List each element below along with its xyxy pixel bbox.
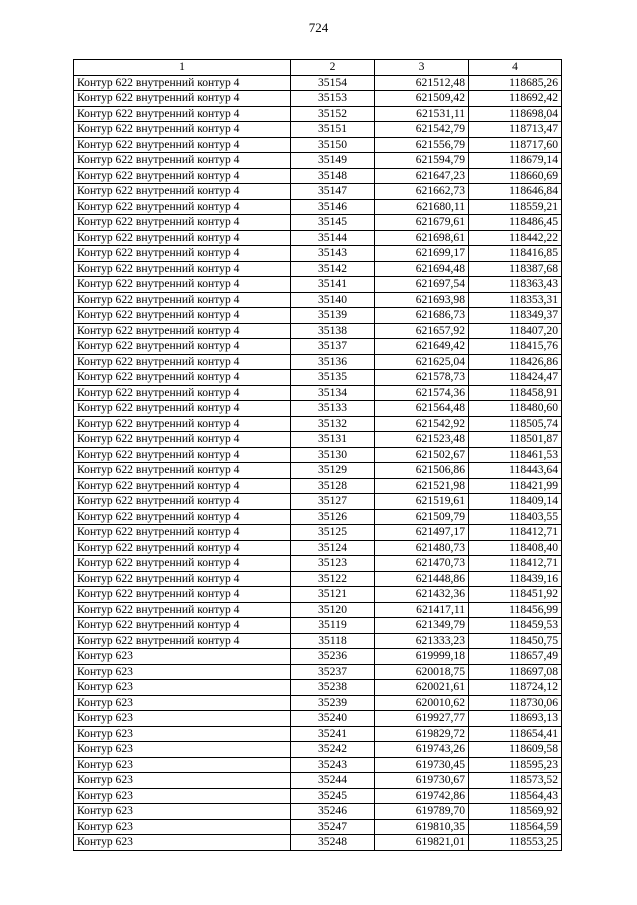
x-coordinate-cell: 621686,73 xyxy=(375,308,469,324)
contour-name-cell: Контур 623 xyxy=(74,835,291,851)
y-coordinate-cell: 118654,41 xyxy=(469,726,562,742)
x-coordinate-cell: 619810,35 xyxy=(375,819,469,835)
point-number-cell: 35241 xyxy=(291,726,375,742)
contour-name-cell: Контур 622 внутренний контур 4 xyxy=(74,463,291,479)
x-coordinate-cell: 621574,36 xyxy=(375,385,469,401)
x-coordinate-cell: 619743,26 xyxy=(375,742,469,758)
table-row xyxy=(74,308,562,324)
x-coordinate-cell: 620018,75 xyxy=(375,664,469,680)
table-row xyxy=(74,339,562,355)
x-coordinate-cell: 621698,61 xyxy=(375,230,469,246)
x-coordinate-cell: 621417,11 xyxy=(375,602,469,618)
y-coordinate-cell: 118412,71 xyxy=(469,556,562,572)
point-number-cell: 35236 xyxy=(291,649,375,665)
contour-name-cell: Контур 622 внутренний контур 4 xyxy=(74,571,291,587)
table-row xyxy=(74,354,562,370)
table-row xyxy=(74,757,562,773)
contour-name-cell: Контур 622 внутренний контур 4 xyxy=(74,199,291,215)
table-row xyxy=(74,711,562,727)
y-coordinate-cell: 118387,68 xyxy=(469,261,562,277)
table-row xyxy=(74,695,562,711)
y-coordinate-cell: 118486,45 xyxy=(469,215,562,231)
contour-name-cell: Контур 622 внутренний контур 4 xyxy=(74,556,291,572)
point-number-cell: 35120 xyxy=(291,602,375,618)
column-header-1: 1 xyxy=(74,60,291,76)
y-coordinate-cell: 118412,71 xyxy=(469,525,562,541)
table-row xyxy=(74,122,562,138)
contour-name-cell: Контур 622 внутренний контур 4 xyxy=(74,401,291,417)
point-number-cell: 35149 xyxy=(291,153,375,169)
y-coordinate-cell: 118724,12 xyxy=(469,680,562,696)
contour-name-cell: Контур 622 внутренний контур 4 xyxy=(74,385,291,401)
point-number-cell: 35246 xyxy=(291,804,375,820)
y-coordinate-cell: 118439,16 xyxy=(469,571,562,587)
point-number-cell: 35129 xyxy=(291,463,375,479)
y-coordinate-cell: 118559,21 xyxy=(469,199,562,215)
point-number-cell: 35153 xyxy=(291,91,375,107)
x-coordinate-cell: 621625,04 xyxy=(375,354,469,370)
page-number: 724 xyxy=(308,20,329,35)
table-header-row xyxy=(74,60,562,76)
table-row xyxy=(74,587,562,603)
point-number-cell: 35133 xyxy=(291,401,375,417)
y-coordinate-cell: 118609,58 xyxy=(469,742,562,758)
contour-name-cell: Контур 622 внутренний контур 4 xyxy=(74,354,291,370)
table-row xyxy=(74,91,562,107)
x-coordinate-cell: 619730,67 xyxy=(375,773,469,789)
contour-name-cell: Контур 622 внутренний контур 4 xyxy=(74,308,291,324)
contour-name-cell: Контур 623 xyxy=(74,788,291,804)
contour-name-cell: Контур 622 внутренний контур 4 xyxy=(74,246,291,262)
contour-name-cell: Контур 622 внутренний контур 4 xyxy=(74,602,291,618)
contour-name-cell: Контур 622 внутренний контур 4 xyxy=(74,137,291,153)
table-row xyxy=(74,106,562,122)
x-coordinate-cell: 619730,45 xyxy=(375,757,469,773)
y-coordinate-cell: 118442,22 xyxy=(469,230,562,246)
x-coordinate-cell: 621699,17 xyxy=(375,246,469,262)
contour-name-cell: Контур 623 xyxy=(74,649,291,665)
point-number-cell: 35150 xyxy=(291,137,375,153)
table-row xyxy=(74,819,562,835)
x-coordinate-cell: 621657,92 xyxy=(375,323,469,339)
point-number-cell: 35142 xyxy=(291,261,375,277)
table-row xyxy=(74,571,562,587)
y-coordinate-cell: 118424,47 xyxy=(469,370,562,386)
table-row xyxy=(74,602,562,618)
y-coordinate-cell: 118564,43 xyxy=(469,788,562,804)
y-coordinate-cell: 118660,69 xyxy=(469,168,562,184)
y-coordinate-cell: 118685,26 xyxy=(469,75,562,91)
y-coordinate-cell: 118450,75 xyxy=(469,633,562,649)
contour-name-cell: Контур 622 внутренний контур 4 xyxy=(74,91,291,107)
contour-name-cell: Контур 622 внутренний контур 4 xyxy=(74,447,291,463)
table-row xyxy=(74,292,562,308)
table-row xyxy=(74,261,562,277)
y-coordinate-cell: 118407,20 xyxy=(469,323,562,339)
y-coordinate-cell: 118480,60 xyxy=(469,401,562,417)
table-row xyxy=(74,277,562,293)
contour-name-cell: Контур 622 внутренний контур 4 xyxy=(74,122,291,138)
table-row xyxy=(74,246,562,262)
point-number-cell: 35146 xyxy=(291,199,375,215)
table-row xyxy=(74,649,562,665)
contour-name-cell: Контур 622 внутренний контур 4 xyxy=(74,478,291,494)
point-number-cell: 35123 xyxy=(291,556,375,572)
contour-name-cell: Контур 622 внутренний контур 4 xyxy=(74,215,291,231)
y-coordinate-cell: 118693,13 xyxy=(469,711,562,727)
y-coordinate-cell: 118657,49 xyxy=(469,649,562,665)
x-coordinate-cell: 621542,79 xyxy=(375,122,469,138)
point-number-cell: 35124 xyxy=(291,540,375,556)
table-row xyxy=(74,184,562,200)
table-row xyxy=(74,680,562,696)
y-coordinate-cell: 118505,74 xyxy=(469,416,562,432)
point-number-cell: 35134 xyxy=(291,385,375,401)
y-coordinate-cell: 118349,37 xyxy=(469,308,562,324)
table-row xyxy=(74,401,562,417)
point-number-cell: 35118 xyxy=(291,633,375,649)
x-coordinate-cell: 621523,48 xyxy=(375,432,469,448)
table-row xyxy=(74,199,562,215)
y-coordinate-cell: 118564,59 xyxy=(469,819,562,835)
point-number-cell: 35147 xyxy=(291,184,375,200)
contour-name-cell: Контур 622 внутренний контур 4 xyxy=(74,370,291,386)
y-coordinate-cell: 118461,53 xyxy=(469,447,562,463)
point-number-cell: 35131 xyxy=(291,432,375,448)
contour-name-cell: Контур 622 внутренний контур 4 xyxy=(74,587,291,603)
y-coordinate-cell: 118421,99 xyxy=(469,478,562,494)
x-coordinate-cell: 621662,73 xyxy=(375,184,469,200)
point-number-cell: 35245 xyxy=(291,788,375,804)
point-number-cell: 35137 xyxy=(291,339,375,355)
point-number-cell: 35152 xyxy=(291,106,375,122)
y-coordinate-cell: 118458,91 xyxy=(469,385,562,401)
x-coordinate-cell: 621512,48 xyxy=(375,75,469,91)
table-row xyxy=(74,323,562,339)
x-coordinate-cell: 621556,79 xyxy=(375,137,469,153)
table-row xyxy=(74,835,562,851)
table-row xyxy=(74,137,562,153)
point-number-cell: 35126 xyxy=(291,509,375,525)
x-coordinate-cell: 621497,17 xyxy=(375,525,469,541)
point-number-cell: 35127 xyxy=(291,494,375,510)
y-coordinate-cell: 118713,47 xyxy=(469,122,562,138)
x-coordinate-cell: 621542,92 xyxy=(375,416,469,432)
point-number-cell: 35119 xyxy=(291,618,375,634)
coordinates-table xyxy=(73,59,562,851)
table-row xyxy=(74,742,562,758)
x-coordinate-cell: 621509,79 xyxy=(375,509,469,525)
point-number-cell: 35132 xyxy=(291,416,375,432)
contour-name-cell: Контур 623 xyxy=(74,804,291,820)
point-number-cell: 35248 xyxy=(291,835,375,851)
y-coordinate-cell: 118717,60 xyxy=(469,137,562,153)
x-coordinate-cell: 621506,86 xyxy=(375,463,469,479)
x-coordinate-cell: 621470,73 xyxy=(375,556,469,572)
x-coordinate-cell: 621531,11 xyxy=(375,106,469,122)
x-coordinate-cell: 621521,98 xyxy=(375,478,469,494)
x-coordinate-cell: 619821,01 xyxy=(375,835,469,851)
x-coordinate-cell: 621680,11 xyxy=(375,199,469,215)
table-row xyxy=(74,773,562,789)
table-row xyxy=(74,230,562,246)
x-coordinate-cell: 621693,98 xyxy=(375,292,469,308)
contour-name-cell: Контур 622 внутренний контур 4 xyxy=(74,633,291,649)
y-coordinate-cell: 118730,06 xyxy=(469,695,562,711)
contour-name-cell: Контур 623 xyxy=(74,680,291,696)
point-number-cell: 35143 xyxy=(291,246,375,262)
table-row xyxy=(74,478,562,494)
x-coordinate-cell: 621647,23 xyxy=(375,168,469,184)
table-row xyxy=(74,525,562,541)
point-number-cell: 35242 xyxy=(291,742,375,758)
y-coordinate-cell: 118353,31 xyxy=(469,292,562,308)
contour-name-cell: Контур 622 внутренний контур 4 xyxy=(74,416,291,432)
table-row xyxy=(74,447,562,463)
contour-name-cell: Контур 622 внутренний контур 4 xyxy=(74,277,291,293)
x-coordinate-cell: 621564,48 xyxy=(375,401,469,417)
y-coordinate-cell: 118451,92 xyxy=(469,587,562,603)
y-coordinate-cell: 118363,43 xyxy=(469,277,562,293)
column-header-3: 3 xyxy=(375,60,469,76)
table-row xyxy=(74,416,562,432)
contour-name-cell: Контур 623 xyxy=(74,664,291,680)
x-coordinate-cell: 621679,61 xyxy=(375,215,469,231)
point-number-cell: 35136 xyxy=(291,354,375,370)
contour-name-cell: Контур 622 внутренний контур 4 xyxy=(74,261,291,277)
y-coordinate-cell: 118573,52 xyxy=(469,773,562,789)
table-row xyxy=(74,804,562,820)
y-coordinate-cell: 118426,86 xyxy=(469,354,562,370)
x-coordinate-cell: 621432,36 xyxy=(375,587,469,603)
point-number-cell: 35240 xyxy=(291,711,375,727)
contour-name-cell: Контур 622 внутренний контур 4 xyxy=(74,184,291,200)
point-number-cell: 35243 xyxy=(291,757,375,773)
y-coordinate-cell: 118408,40 xyxy=(469,540,562,556)
y-coordinate-cell: 118459,53 xyxy=(469,618,562,634)
point-number-cell: 35121 xyxy=(291,587,375,603)
y-coordinate-cell: 118409,14 xyxy=(469,494,562,510)
contour-name-cell: Контур 623 xyxy=(74,819,291,835)
contour-name-cell: Контур 622 внутренний контур 4 xyxy=(74,618,291,634)
table-row xyxy=(74,664,562,680)
y-coordinate-cell: 118553,25 xyxy=(469,835,562,851)
table-row xyxy=(74,494,562,510)
point-number-cell: 35239 xyxy=(291,695,375,711)
y-coordinate-cell: 118443,64 xyxy=(469,463,562,479)
x-coordinate-cell: 619829,72 xyxy=(375,726,469,742)
y-coordinate-cell: 118501,87 xyxy=(469,432,562,448)
point-number-cell: 35237 xyxy=(291,664,375,680)
contour-name-cell: Контур 622 внутренний контур 4 xyxy=(74,230,291,246)
table-row xyxy=(74,788,562,804)
x-coordinate-cell: 620010,62 xyxy=(375,695,469,711)
x-coordinate-cell: 621502,67 xyxy=(375,447,469,463)
contour-name-cell: Контур 623 xyxy=(74,711,291,727)
point-number-cell: 35135 xyxy=(291,370,375,386)
y-coordinate-cell: 118646,84 xyxy=(469,184,562,200)
x-coordinate-cell: 621519,61 xyxy=(375,494,469,510)
point-number-cell: 35154 xyxy=(291,75,375,91)
x-coordinate-cell: 619742,86 xyxy=(375,788,469,804)
x-coordinate-cell: 621480,73 xyxy=(375,540,469,556)
x-coordinate-cell: 620021,61 xyxy=(375,680,469,696)
x-coordinate-cell: 619789,70 xyxy=(375,804,469,820)
contour-name-cell: Контур 623 xyxy=(74,773,291,789)
table-row xyxy=(74,385,562,401)
point-number-cell: 35145 xyxy=(291,215,375,231)
contour-name-cell: Контур 623 xyxy=(74,757,291,773)
contour-name-cell: Контур 623 xyxy=(74,742,291,758)
point-number-cell: 35139 xyxy=(291,308,375,324)
table-row xyxy=(74,153,562,169)
table-row xyxy=(74,726,562,742)
x-coordinate-cell: 621694,48 xyxy=(375,261,469,277)
table-row xyxy=(74,370,562,386)
contour-name-cell: Контур 622 внутренний контур 4 xyxy=(74,168,291,184)
contour-name-cell: Контур 622 внутренний контур 4 xyxy=(74,432,291,448)
point-number-cell: 35244 xyxy=(291,773,375,789)
contour-name-cell: Контур 622 внутренний контур 4 xyxy=(74,494,291,510)
point-number-cell: 35247 xyxy=(291,819,375,835)
table-row xyxy=(74,618,562,634)
contour-name-cell: Контур 622 внутренний контур 4 xyxy=(74,106,291,122)
point-number-cell: 35151 xyxy=(291,122,375,138)
x-coordinate-cell: 621697,54 xyxy=(375,277,469,293)
contour-name-cell: Контур 622 внутренний контур 4 xyxy=(74,525,291,541)
contour-name-cell: Контур 623 xyxy=(74,695,291,711)
x-coordinate-cell: 621594,79 xyxy=(375,153,469,169)
x-coordinate-cell: 619927,77 xyxy=(375,711,469,727)
table-row xyxy=(74,509,562,525)
contour-name-cell: Контур 622 внутренний контур 4 xyxy=(74,323,291,339)
point-number-cell: 35140 xyxy=(291,292,375,308)
table-body xyxy=(74,75,562,850)
point-number-cell: 35148 xyxy=(291,168,375,184)
y-coordinate-cell: 118415,76 xyxy=(469,339,562,355)
point-number-cell: 35130 xyxy=(291,447,375,463)
x-coordinate-cell: 621649,42 xyxy=(375,339,469,355)
table-row xyxy=(74,540,562,556)
contour-name-cell: Контур 622 внутренний контур 4 xyxy=(74,75,291,91)
y-coordinate-cell: 118595,23 xyxy=(469,757,562,773)
table-row xyxy=(74,432,562,448)
point-number-cell: 35125 xyxy=(291,525,375,541)
x-coordinate-cell: 621333,23 xyxy=(375,633,469,649)
table-row xyxy=(74,556,562,572)
table-row xyxy=(74,168,562,184)
column-header-4: 4 xyxy=(469,60,562,76)
table-row xyxy=(74,215,562,231)
y-coordinate-cell: 118456,99 xyxy=(469,602,562,618)
x-coordinate-cell: 621509,42 xyxy=(375,91,469,107)
y-coordinate-cell: 118569,92 xyxy=(469,804,562,820)
contour-name-cell: Контур 622 внутренний контур 4 xyxy=(74,339,291,355)
point-number-cell: 35141 xyxy=(291,277,375,293)
point-number-cell: 35128 xyxy=(291,478,375,494)
x-coordinate-cell: 619999,18 xyxy=(375,649,469,665)
point-number-cell: 35138 xyxy=(291,323,375,339)
y-coordinate-cell: 118403,55 xyxy=(469,509,562,525)
table-row xyxy=(74,75,562,91)
contour-name-cell: Контур 623 xyxy=(74,726,291,742)
x-coordinate-cell: 621448,86 xyxy=(375,571,469,587)
y-coordinate-cell: 118698,04 xyxy=(469,106,562,122)
table-row xyxy=(74,463,562,479)
contour-name-cell: Контур 622 внутренний контур 4 xyxy=(74,540,291,556)
column-header-2: 2 xyxy=(291,60,375,76)
y-coordinate-cell: 118697,08 xyxy=(469,664,562,680)
point-number-cell: 35238 xyxy=(291,680,375,696)
contour-name-cell: Контур 622 внутренний контур 4 xyxy=(74,153,291,169)
x-coordinate-cell: 621578,73 xyxy=(375,370,469,386)
y-coordinate-cell: 118679,14 xyxy=(469,153,562,169)
y-coordinate-cell: 118416,85 xyxy=(469,246,562,262)
point-number-cell: 35144 xyxy=(291,230,375,246)
x-coordinate-cell: 621349,79 xyxy=(375,618,469,634)
contour-name-cell: Контур 622 внутренний контур 4 xyxy=(74,292,291,308)
y-coordinate-cell: 118692,42 xyxy=(469,91,562,107)
point-number-cell: 35122 xyxy=(291,571,375,587)
table-row xyxy=(74,633,562,649)
contour-name-cell: Контур 622 внутренний контур 4 xyxy=(74,509,291,525)
